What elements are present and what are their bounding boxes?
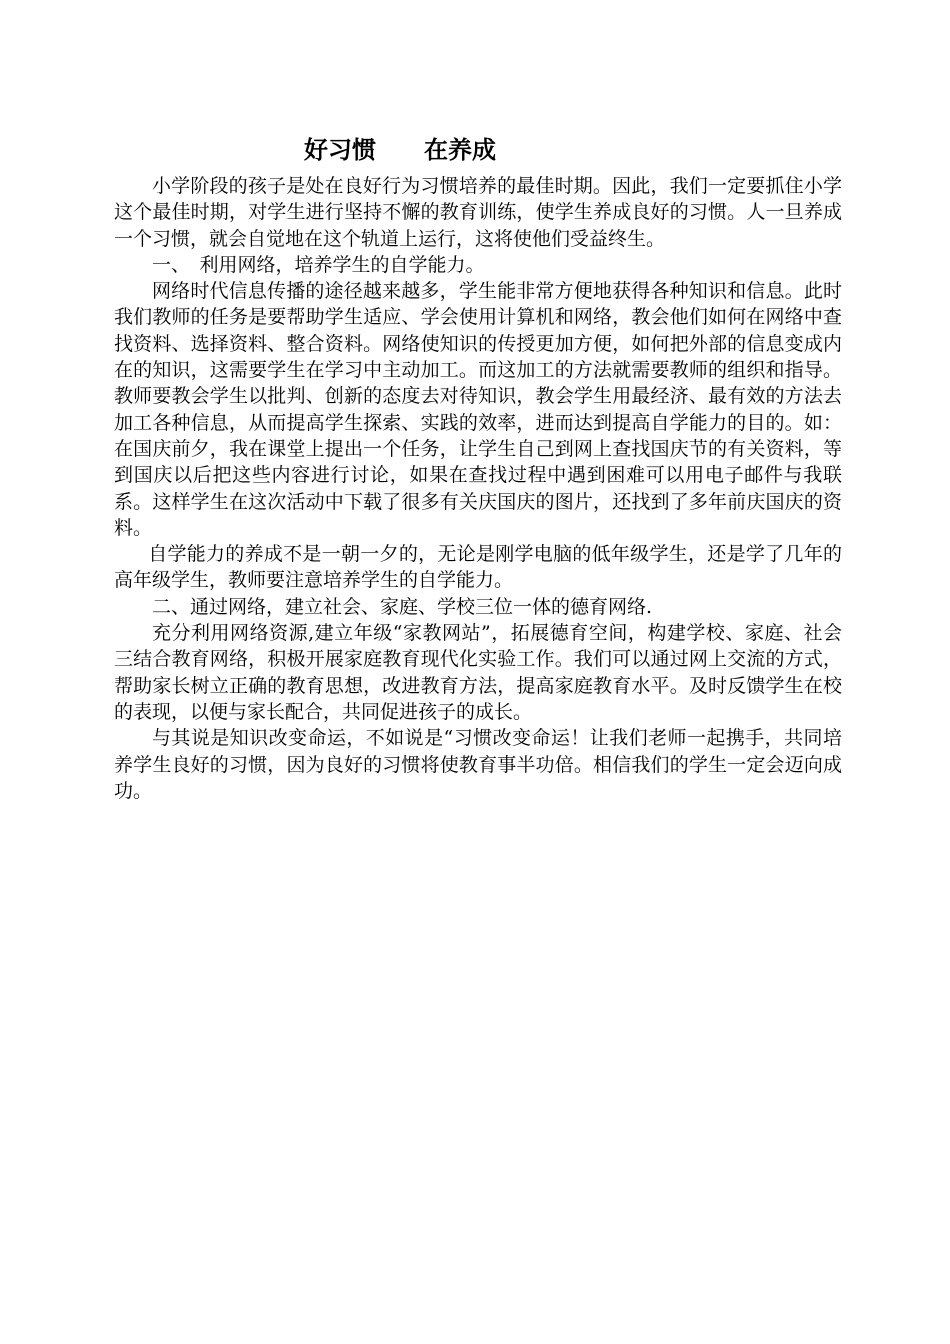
paragraph-network-learning: 网络时代信息传播的途径越来越多，学生能非常方便地获得各种知识和信息。此时我们教师的任务是要帮助学生适应、学会使用计算机和网络，教会他们如何在网络中查找资料、选择资料、整合资料。网络使知识的传授更加方便，如何把外部的信息变成内在的知识，这需要学生在学习中主动加工。而这加工的方法就需要教师的组织和指导。教师要教会学生以批判、创新的态度去对待知识，教会学生用最经济、最有效的方法去加工各种信息，从而提高学生探索、实践的效率，进而达到提高自学能力的目的。如：在国庆前夕，我在课堂上提出一个任务，让学生自己到网上查找国庆节的有关资料，等到国庆以后把这些内容进行讨论，如果在查找过程中遇到困难可以用电子邮件与我联系。这样学生在这次活动中下载了很多有关庆国庆的图片，还找到了多年前庆国庆的资料。	[114, 280, 842, 539]
document-title: 好习惯 在养成	[304, 136, 496, 164]
document-body	[114, 173, 842, 804]
section-heading-1: 一、 利用网络，培养学生的自学能力。	[152, 253, 485, 276]
paragraph-self-study: 自学能力的养成不是一朝一夕的，无论是刚学电脑的低年级学生，还是学了几年的高年级学生，教师要注意培养学生的自学能力。	[114, 543, 842, 592]
paragraph-intro: 小学阶段的孩子是处在良好行为习惯培养的最佳时期。因此，我们一定要抓住小学这个最佳时期，对学生进行坚持不懈的教育训练，使学生养成良好的习惯。人一旦养成一个习惯，就会自觉地在这个轨道上运行，这将使他们受益终生。	[114, 175, 842, 250]
paragraph-conclusion: 与其说是知识改变命运，不如说是“习惯改变命运！让我们老师一起携手，共同培养学生良好的习惯，因为良好的习惯将使教育事半功倍。相信我们的学生一定会迈向成功。	[114, 727, 842, 802]
paragraph-moral-network: 充分利用网络资源,建立年级“家教网站”，拓展德育空间，构建学校、家庭、社会三结合教育网络，积极开展家庭教育现代化实验工作。我们可以通过网上交流的方式，帮助家长树立正确的教育思想，改进教育方法，提高家庭教育水平。及时反馈学生在校的表现，以便与家长配合，共同促进孩子的成长。	[114, 622, 842, 723]
section-heading-2: 二、通过网络，建立社会、家庭、学校三位一体的德育网络.	[152, 595, 653, 618]
